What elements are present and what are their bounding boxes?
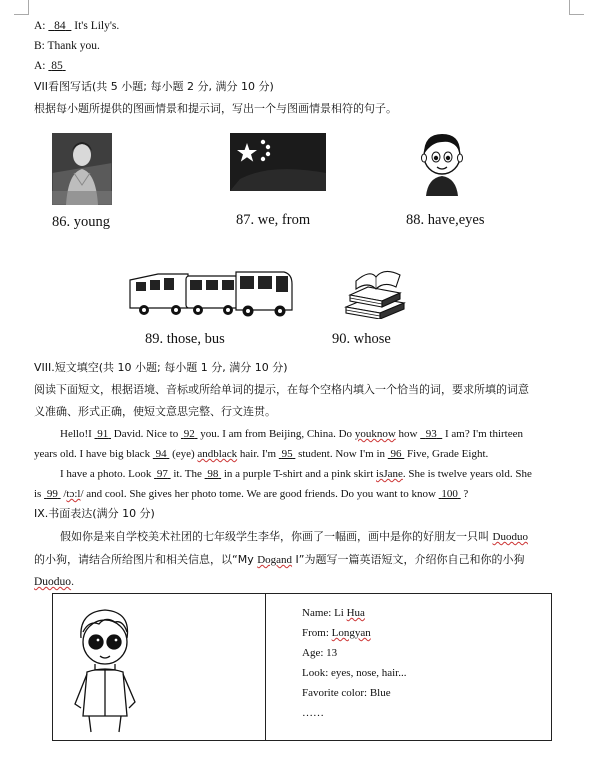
caption-89: 89. those, bus [145, 331, 225, 347]
caption-90: 90. whose [332, 331, 391, 347]
caption-86: 86. young [52, 214, 110, 230]
section-9-prompt-1: 假如你是来自学校美术社团的七年级学生李华，你画了一幅画，画中是你的好朋友一只叫 Duoduo [60, 530, 528, 543]
boy-sketch-image [65, 604, 145, 734]
section-9-header: IX.书面表达(满分 10 分) [34, 507, 155, 520]
buses-image [128, 268, 294, 318]
blank-91[interactable]: 91 [97, 428, 109, 440]
blank-84[interactable]: 84 [54, 20, 66, 32]
passage-line-3: I have a photo. Look 97 it. The 98 in a purple T-shirt and a pink skirt isJane. She is twelve years old. She [60, 468, 532, 480]
info-name: Name: Li Hua [302, 607, 365, 619]
info-look: Look: eyes, nose, hair... [302, 667, 407, 679]
table-divider [265, 594, 266, 740]
blank-94[interactable]: 94 [155, 448, 167, 460]
blank-96[interactable]: 96 [390, 448, 402, 460]
caption-87: 87. we, from [236, 212, 311, 228]
page-corner-mark-right [569, 0, 584, 15]
caption-88: 88. have,eyes [406, 212, 485, 228]
section-9-prompt-3: Duoduo. [34, 576, 74, 588]
info-color: Favorite color: Blue [302, 687, 391, 699]
dialogue-line-a2: A: 85 [34, 59, 66, 73]
blank-92[interactable]: 92 [183, 428, 195, 440]
dialogue-line-a1: A: 84 It's Lily's. [34, 20, 120, 32]
blank-99[interactable]: 99 [46, 488, 58, 500]
section-7-header: VII看图写话(共 5 小题; 每小题 2 分, 满分 10 分) [34, 80, 274, 93]
young-woman-photo [52, 133, 112, 205]
cartoon-boy-image [416, 126, 468, 198]
passage-line-1: Hello!I 91 David. Nice to 92 you. I am from Beijing, China. Do youknow how 93 I am? I'm thirteen [60, 428, 523, 440]
section-8-instruction-2: 义准确、形式正确，使短文意思完整、行文连贯。 [34, 405, 276, 418]
dialogue-line-b: B: Thank you. [34, 40, 100, 52]
china-flag-image [230, 133, 326, 191]
section-9-prompt-2: 的小狗，请结合所给图片和相关信息，以“My Dogand I”为题写一篇英语短文，介绍你自己和你的小狗 [34, 553, 525, 566]
blank-85[interactable]: 85 [51, 60, 63, 72]
section-8-instruction-1: 阅读下面短文，根据语境、音标或所给单词的提示，在每个空格内填入一个恰当的词，要求所填的词意 [34, 383, 529, 396]
info-ellipsis: …… [302, 707, 324, 719]
passage-line-2: years old. I have big black 94 (eye) andblack hair. I'm 95 student. Now I'm in 96 Five, Grade Eight. [34, 448, 489, 460]
section-8-header: VIII.短文填空(共 10 小题; 每小题 1 分, 满分 10 分) [34, 361, 288, 374]
page-corner-mark-left [14, 0, 29, 15]
passage-line-4: is 99 /tɔ:l/ and cool. She gives her photo tome. We are good friends. Do you want to know 100 ? [34, 488, 469, 500]
blank-100[interactable]: 100 [441, 488, 458, 500]
blank-97[interactable]: 97 [156, 468, 168, 480]
info-age: Age: 13 [302, 647, 338, 659]
blank-93[interactable]: 93 [425, 428, 437, 440]
writing-info-table [52, 593, 552, 741]
books-image [340, 263, 410, 319]
section-7-instruction: 根据每小题所提供的图画情景和提示词，写出一个与图画情景相符的句子。 [34, 102, 397, 115]
blank-98[interactable]: 98 [207, 468, 219, 480]
info-from: From: Longyan [302, 627, 371, 639]
blank-95[interactable]: 95 [281, 448, 293, 460]
